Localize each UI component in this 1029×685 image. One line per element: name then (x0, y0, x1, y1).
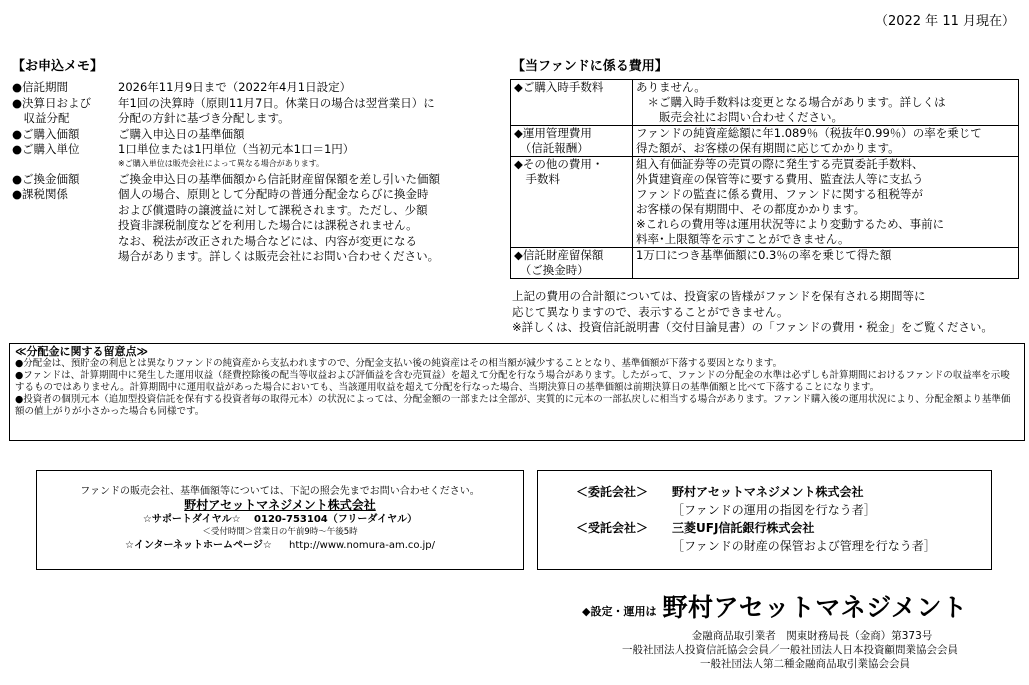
memo-value: ご購入申込日の基準価額 (118, 126, 245, 141)
memo-label: ●信託期間 (12, 80, 69, 94)
memo-value: 年1回の決算時（原則11月7日。休業日の場合は翌営業日）に 分配の方針に基づき分配します。 (118, 95, 435, 125)
memo-row (12, 142, 502, 158)
fee-label: ◆ご購入時手数料 (511, 80, 633, 126)
dividend-title: ≪分配金に関する留意点≫ (15, 345, 149, 358)
memo-row-note (12, 158, 502, 170)
fees-table (510, 79, 1019, 279)
fee-value: 組入有価証券等の売買の際に発生する売買委託手数料、 外貨建資産の保管等に要する費用、監査法人等に支払う ファンドの監査に係る費用、ファンドに関する租税等が お客様の保有期間中、その都度かかります。 ※これらの費用等は運用状況等により変動するため、事前に 料率･上限額等を示すことができません。 (633, 157, 1019, 248)
dividend-item: ●ファンドは、計算期間中に発生した運用収益（経費控除後の配当等収益および評価益を含む売買益）を超えて分配を行なう場合があります。したがって、ファンドの分配金の水準は必ずしも計算期間におけるファンドの収益率を示唆するものではありません。計算期間中に運用収益があった場合においても、当該運用収益を超えて分配を行なった場合、当期決算日の基準価額は前期決算日の基準価額と比べて下落することになります。 (15, 370, 1010, 393)
memo-row (12, 127, 502, 143)
memo-label (12, 158, 118, 170)
manager-label: ◆設定・運用は (582, 605, 657, 618)
fee-value: ありません。 ＊ご購入時手数料は変更となる場合があります。詳しくは 販売会社にお問い合わせください。 (633, 80, 1019, 126)
memo-label: ●ご購入価額 (12, 126, 80, 141)
fee-value: 1万口につき基準価額に0.3％の率を乗じて得た額 (633, 248, 1019, 279)
fee-label: ◆信託財産留保額 （ご換金時） (511, 248, 633, 279)
memo-row (12, 80, 502, 96)
table-row (511, 80, 1019, 126)
contact-intro: ファンドの販売会社、基準価額等については、下記の照会先までお問い合わせください。 (80, 486, 480, 497)
registration-line: 一般社団法人第二種金融商品取引業協会会員 (700, 658, 910, 670)
support-hours: ＜受付時間＞営業日の午前9時～午後5時 (202, 527, 358, 537)
memo-label: ●課税関係 (12, 187, 69, 201)
fee-label: ◆運用管理費用 （信託報酬） (511, 126, 633, 157)
entrust-label: ＜委託会社＞ (576, 485, 649, 499)
memo-row (12, 172, 502, 188)
memo-label: ●決算日および 収益分配 (12, 95, 92, 125)
memo-note: ※ご購入単位は販売会社によって異なる場合があります。 (118, 158, 325, 168)
registration-info (560, 629, 1020, 671)
entrust-role-row (576, 501, 991, 519)
manager-line (582, 594, 967, 622)
memo-value: 個人の場合、原則として分配時の普通分配金ならびに換金時 および償還時の譲渡益に対して課税されます。ただし、少額 投資非課税制度などを利用した場合には課税されません。 なお、税法が改正された場合などには、内容が変更になる 場合があります。詳しくは販売会社にお問い合わせください。 (118, 187, 440, 263)
memo-value: 2026年11月9日まで（2022年4月1日設定） (118, 80, 352, 94)
support-dial: ☆サポートダイヤル☆ 0120-753104（フリーダイヤル） (142, 514, 418, 525)
website-link[interactable]: http://www.nomura-am.co.jp/ (289, 540, 435, 551)
fees-note: 上記の費用の合計額については、投資家の皆様がファンドを保有される期間等に 応じて異なりますので、表示することができません。 ※詳しくは、投資信託説明書（交付目論見書）の「ファンドの費用・税金」をご覧ください。 (512, 289, 993, 334)
fee-label: ◆その他の費用・ 手数料 (511, 157, 633, 248)
website-label: ☆インターネットホームページ☆ (124, 540, 272, 551)
company-logo: 野村アセットマネジメント (662, 593, 968, 622)
trustee-role: ［ファンドの財産の保管および管理を行なう者］ (672, 539, 936, 553)
table-row (511, 248, 1019, 279)
dividend-item: ●投資者の個別元本（追加型投資信託を保有する投資者毎の取得元本）の状況によっては、分配金額の一部または全部が、実質的に元本の一部払戻しに相当する場合があります。ファンド購入後の運用状況により、分配金額より基準価額の値上がりが小さかった場合も同様です。 (15, 394, 1011, 417)
registration-line: 一般社団法人投資信託協会会員／一般社団法人日本投資顧問業協会会員 (622, 644, 958, 656)
fee-value: ファンドの純資産総額に年1.089％（税抜年0.99％）の率を乗じて 得た額が、お客様の保有期間に応じてかかります。 (633, 126, 1019, 157)
trustee-row (576, 519, 991, 537)
contact-box (36, 470, 524, 570)
memo-value: 1口単位または1円単位（当初元本1口＝1円） (118, 142, 355, 156)
memo-label: ●ご購入単位 (12, 142, 80, 156)
registration-line: 金融商品取引業者 関東財務局長（金商）第373号 (691, 630, 933, 642)
memo-row (12, 96, 502, 127)
table-row (511, 126, 1019, 157)
entrust-row (576, 483, 991, 501)
memo-value: ご換金申込日の基準価額から信託財産留保額を差し引いた価額 (118, 171, 440, 186)
trustee-name: 三菱UFJ信託銀行株式会社 (672, 521, 815, 535)
application-memo (12, 80, 502, 265)
memo-title: 【お申込メモ】 (12, 59, 104, 74)
trustee-label: ＜受託会社＞ (576, 521, 649, 535)
entrust-role: ［ファンドの運用の指図を行なう者］ (672, 503, 876, 517)
entrust-name: 野村アセットマネジメント株式会社 (672, 485, 864, 499)
companies-box (537, 470, 992, 570)
memo-row (12, 187, 502, 265)
as-of-date: （2022 年 11 月現在） (874, 14, 1015, 29)
trustee-role-row (576, 537, 991, 555)
contact-company: 野村アセットマネジメント株式会社 (184, 498, 376, 512)
dividend-notes (9, 343, 1025, 441)
website-row (37, 539, 523, 552)
memo-label: ●ご換金価額 (12, 171, 80, 186)
table-row (511, 157, 1019, 248)
fees-title: 【当ファンドに係る費用】 (512, 59, 668, 74)
dividend-item: ●分配金は、預貯金の利息とは異なりファンドの純資産から支払われますので、分配金支払い後の純資産はその相当額が減少することとなり、基準価額が下落する要因となります。 (15, 358, 783, 369)
